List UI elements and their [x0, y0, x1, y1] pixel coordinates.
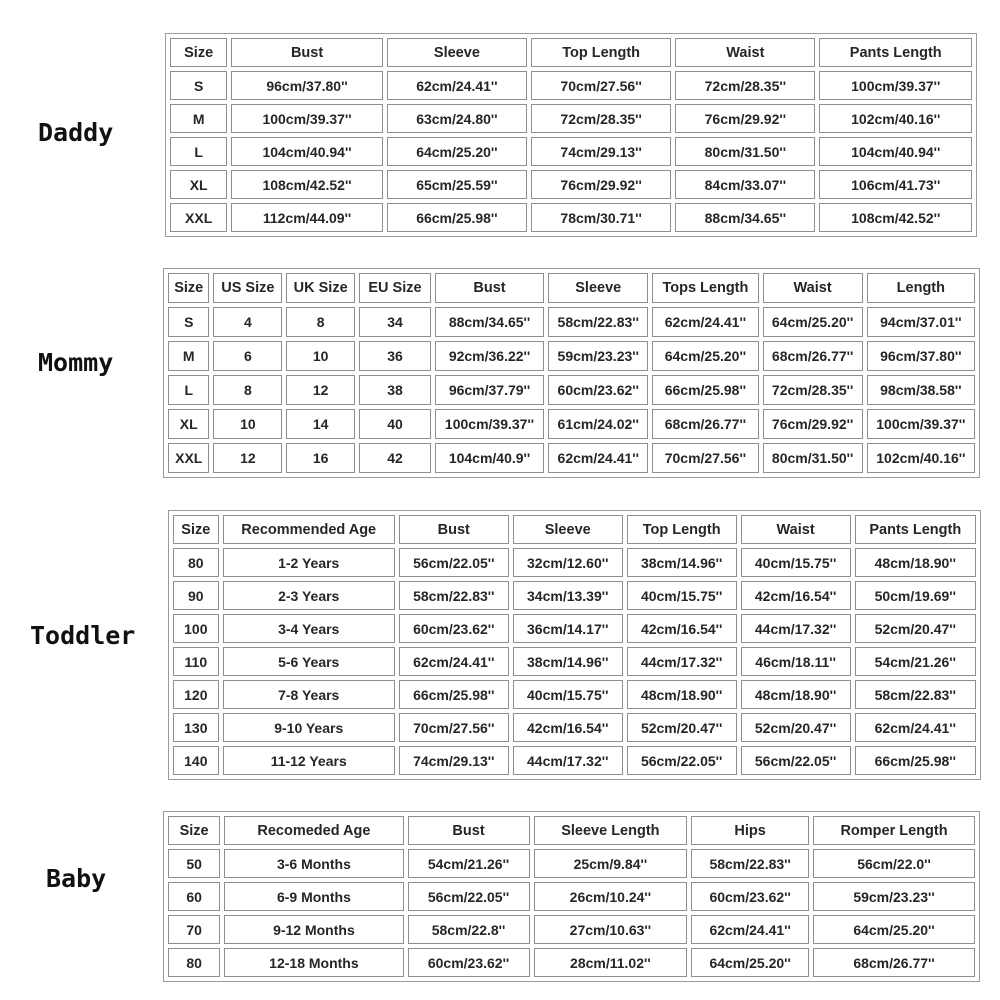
table-cell: 92cm/36.22'' — [435, 341, 544, 371]
baby-label: Baby — [46, 864, 107, 893]
table-cell: 88cm/34.65'' — [675, 203, 815, 232]
table-cell: 10 — [286, 341, 355, 371]
table-cell: 58cm/22.8'' — [408, 915, 530, 944]
table-cell: 48cm/18.90'' — [627, 680, 737, 709]
table-cell: 96cm/37.80'' — [231, 71, 382, 100]
table-row — [170, 71, 972, 100]
table-cell: 34cm/13.39'' — [513, 581, 623, 610]
table-cell: 110 — [173, 647, 219, 676]
column-header: Sleeve Length — [534, 816, 688, 845]
table-cell: 32cm/12.60'' — [513, 548, 623, 577]
table-cell: 74cm/29.13'' — [399, 746, 509, 775]
table-row — [170, 137, 972, 166]
table-cell: 42cm/16.54'' — [741, 581, 851, 610]
table-cell: 12-18 Months — [224, 948, 403, 977]
table-cell: 80cm/31.50'' — [675, 137, 815, 166]
column-header: Waist — [741, 515, 851, 544]
table-cell: 58cm/22.83'' — [399, 581, 509, 610]
table-cell: 48cm/18.90'' — [741, 680, 851, 709]
table-cell: 104cm/40.94'' — [819, 137, 972, 166]
table-cell: 44cm/17.32'' — [513, 746, 623, 775]
table-cell: 100cm/39.37'' — [231, 104, 382, 133]
table-cell: 98cm/38.58'' — [867, 375, 975, 405]
table-cell: 59cm/23.23'' — [548, 341, 648, 371]
table-cell: 62cm/24.41'' — [691, 915, 809, 944]
table-cell: 84cm/33.07'' — [675, 170, 815, 199]
table-cell: 5-6 Years — [223, 647, 395, 676]
table-cell: 64cm/25.20'' — [652, 341, 758, 371]
table-cell: 6-9 Months — [224, 882, 403, 911]
table-cell: 62cm/24.41'' — [548, 443, 648, 473]
table-cell: 72cm/28.35'' — [675, 71, 815, 100]
table-cell: 102cm/40.16'' — [819, 104, 972, 133]
table-row — [168, 341, 975, 371]
table-cell: 38cm/14.96'' — [513, 647, 623, 676]
table-cell: 96cm/37.79'' — [435, 375, 544, 405]
table-cell: 60cm/23.62'' — [691, 882, 809, 911]
table-cell: 46cm/18.11'' — [741, 647, 851, 676]
table-cell: 58cm/22.83'' — [691, 849, 809, 878]
table-cell: 25cm/9.84'' — [534, 849, 688, 878]
table-cell: 90 — [173, 581, 219, 610]
table-cell: 8 — [286, 307, 355, 337]
table-cell: 66cm/25.98'' — [387, 203, 527, 232]
table-header-row — [168, 273, 975, 303]
table-cell: 14 — [286, 409, 355, 439]
table-cell: 1-2 Years — [223, 548, 395, 577]
column-header: Sleeve — [513, 515, 623, 544]
column-header: Waist — [675, 38, 815, 67]
table-cell: 9-10 Years — [223, 713, 395, 742]
table-row — [170, 104, 972, 133]
table-cell: 88cm/34.65'' — [435, 307, 544, 337]
table-cell: 40cm/15.75'' — [513, 680, 623, 709]
table-cell: 100cm/39.37'' — [867, 409, 975, 439]
column-header: Waist — [763, 273, 863, 303]
table-cell: 106cm/41.73'' — [819, 170, 972, 199]
table-row — [173, 647, 976, 676]
column-header: UK Size — [286, 273, 355, 303]
table-cell: 38 — [359, 375, 431, 405]
table-cell: 94cm/37.01'' — [867, 307, 975, 337]
table-cell: 74cm/29.13'' — [531, 137, 671, 166]
table-cell: 34 — [359, 307, 431, 337]
column-header: Bust — [399, 515, 509, 544]
column-header: Tops Length — [652, 273, 758, 303]
table-cell: 56cm/22.0'' — [813, 849, 975, 878]
table-cell: 11-12 Years — [223, 746, 395, 775]
table-cell: 50cm/19.69'' — [855, 581, 976, 610]
table-cell: 76cm/29.92'' — [763, 409, 863, 439]
table-cell: 62cm/24.41'' — [652, 307, 758, 337]
table-cell: 54cm/21.26'' — [855, 647, 976, 676]
table-cell: 64cm/25.20'' — [813, 915, 975, 944]
table-cell: 2-3 Years — [223, 581, 395, 610]
daddy-size-table — [165, 33, 977, 237]
table-cell: 8 — [213, 375, 282, 405]
column-header: Top Length — [627, 515, 737, 544]
table-row — [170, 170, 972, 199]
column-header: US Size — [213, 273, 282, 303]
table-cell: 12 — [286, 375, 355, 405]
table-cell: 70cm/27.56'' — [652, 443, 758, 473]
column-header: Romper Length — [813, 816, 975, 845]
table-cell: 58cm/22.83'' — [548, 307, 648, 337]
table-cell: 54cm/21.26'' — [408, 849, 530, 878]
table-cell: S — [170, 71, 227, 100]
table-row — [168, 948, 975, 977]
table-cell: 3-6 Months — [224, 849, 403, 878]
table-cell: 59cm/23.23'' — [813, 882, 975, 911]
table-cell: 102cm/40.16'' — [867, 443, 975, 473]
table-cell: 62cm/24.41'' — [387, 71, 527, 100]
table-cell: 62cm/24.41'' — [399, 647, 509, 676]
table-cell: 16 — [286, 443, 355, 473]
table-cell: 65cm/25.59'' — [387, 170, 527, 199]
table-row — [168, 849, 975, 878]
table-cell: 100cm/39.37'' — [819, 71, 972, 100]
column-header: Bust — [435, 273, 544, 303]
column-header: Size — [173, 515, 219, 544]
table-cell: 104cm/40.94'' — [231, 137, 382, 166]
table-cell: 4 — [213, 307, 282, 337]
table-cell: 28cm/11.02'' — [534, 948, 688, 977]
table-cell: 60 — [168, 882, 220, 911]
table-cell: 9-12 Months — [224, 915, 403, 944]
mommy-size-table — [163, 268, 980, 478]
table-cell: 72cm/28.35'' — [763, 375, 863, 405]
table-cell: 48cm/18.90'' — [855, 548, 976, 577]
table-cell: 96cm/37.80'' — [867, 341, 975, 371]
table-cell: 100cm/39.37'' — [435, 409, 544, 439]
table-cell: 44cm/17.32'' — [741, 614, 851, 643]
table-cell: 66cm/25.98'' — [399, 680, 509, 709]
table-header-row — [168, 816, 975, 845]
table-cell: L — [170, 137, 227, 166]
table-row — [173, 581, 976, 610]
column-header: Size — [168, 816, 220, 845]
table-cell: 68cm/26.77'' — [652, 409, 758, 439]
column-header: Size — [170, 38, 227, 67]
table-cell: 76cm/29.92'' — [675, 104, 815, 133]
table-cell: 36cm/14.17'' — [513, 614, 623, 643]
table-cell: L — [168, 375, 209, 405]
table-cell: 60cm/23.62'' — [399, 614, 509, 643]
table-cell: 140 — [173, 746, 219, 775]
column-header: Top Length — [531, 38, 671, 67]
table-row — [168, 375, 975, 405]
table-cell: 63cm/24.80'' — [387, 104, 527, 133]
toddler-size-table — [168, 510, 981, 780]
table-cell: 44cm/17.32'' — [627, 647, 737, 676]
table-header-row — [173, 515, 976, 544]
table-cell: 6 — [213, 341, 282, 371]
column-header: Length — [867, 273, 975, 303]
table-cell: 68cm/26.77'' — [763, 341, 863, 371]
table-cell: S — [168, 307, 209, 337]
toddler-label: Toddler — [30, 621, 136, 650]
table-cell: XXL — [168, 443, 209, 473]
column-header: EU Size — [359, 273, 431, 303]
table-cell: 3-4 Years — [223, 614, 395, 643]
table-cell: 38cm/14.96'' — [627, 548, 737, 577]
table-cell: 80 — [168, 948, 220, 977]
table-row — [173, 680, 976, 709]
daddy-label: Daddy — [38, 118, 114, 147]
column-header: Bust — [408, 816, 530, 845]
column-header: Bust — [231, 38, 382, 67]
column-header: Recommended Age — [223, 515, 395, 544]
column-header: Hips — [691, 816, 809, 845]
table-cell: 120 — [173, 680, 219, 709]
column-header: Sleeve — [548, 273, 648, 303]
table-header-row — [170, 38, 972, 67]
table-cell: 42cm/16.54'' — [513, 713, 623, 742]
table-row — [168, 915, 975, 944]
table-cell: 64cm/25.20'' — [387, 137, 527, 166]
table-cell: 52cm/20.47'' — [627, 713, 737, 742]
table-cell: M — [168, 341, 209, 371]
table-cell: XL — [170, 170, 227, 199]
table-cell: 26cm/10.24'' — [534, 882, 688, 911]
table-cell: 52cm/20.47'' — [855, 614, 976, 643]
table-cell: M — [170, 104, 227, 133]
baby-size-table — [163, 811, 980, 982]
table-cell: XL — [168, 409, 209, 439]
table-cell: XXL — [170, 203, 227, 232]
table-cell: 56cm/22.05'' — [627, 746, 737, 775]
table-cell: 50 — [168, 849, 220, 878]
table-row — [170, 203, 972, 232]
column-header: Size — [168, 273, 209, 303]
table-cell: 108cm/42.52'' — [819, 203, 972, 232]
table-row — [173, 614, 976, 643]
table-cell: 64cm/25.20'' — [691, 948, 809, 977]
table-cell: 68cm/26.77'' — [813, 948, 975, 977]
table-cell: 60cm/23.62'' — [548, 375, 648, 405]
table-cell: 70 — [168, 915, 220, 944]
table-cell: 58cm/22.83'' — [855, 680, 976, 709]
table-row — [168, 882, 975, 911]
table-cell: 7-8 Years — [223, 680, 395, 709]
table-cell: 56cm/22.05'' — [741, 746, 851, 775]
table-cell: 100 — [173, 614, 219, 643]
table-cell: 56cm/22.05'' — [399, 548, 509, 577]
table-cell: 112cm/44.09'' — [231, 203, 382, 232]
table-cell: 130 — [173, 713, 219, 742]
table-cell: 52cm/20.47'' — [741, 713, 851, 742]
table-row — [168, 307, 975, 337]
table-cell: 42 — [359, 443, 431, 473]
table-cell: 36 — [359, 341, 431, 371]
column-header: Recomeded Age — [224, 816, 403, 845]
table-cell: 80cm/31.50'' — [763, 443, 863, 473]
table-cell: 10 — [213, 409, 282, 439]
table-cell: 76cm/29.92'' — [531, 170, 671, 199]
column-header: Pants Length — [855, 515, 976, 544]
table-cell: 60cm/23.62'' — [408, 948, 530, 977]
table-cell: 12 — [213, 443, 282, 473]
table-row — [173, 713, 976, 742]
table-cell: 61cm/24.02'' — [548, 409, 648, 439]
table-cell: 42cm/16.54'' — [627, 614, 737, 643]
table-cell: 40cm/15.75'' — [741, 548, 851, 577]
table-cell: 104cm/40.9'' — [435, 443, 544, 473]
column-header: Sleeve — [387, 38, 527, 67]
table-cell: 62cm/24.41'' — [855, 713, 976, 742]
table-cell: 70cm/27.56'' — [531, 71, 671, 100]
table-cell: 108cm/42.52'' — [231, 170, 382, 199]
column-header: Pants Length — [819, 38, 972, 67]
table-cell: 56cm/22.05'' — [408, 882, 530, 911]
mommy-label: Mommy — [38, 348, 114, 377]
table-cell: 72cm/28.35'' — [531, 104, 671, 133]
table-cell: 70cm/27.56'' — [399, 713, 509, 742]
table-row — [168, 409, 975, 439]
table-cell: 27cm/10.63'' — [534, 915, 688, 944]
table-cell: 80 — [173, 548, 219, 577]
table-row — [168, 443, 975, 473]
table-cell: 78cm/30.71'' — [531, 203, 671, 232]
table-cell: 64cm/25.20'' — [763, 307, 863, 337]
table-cell: 66cm/25.98'' — [652, 375, 758, 405]
table-row — [173, 548, 976, 577]
table-cell: 40cm/15.75'' — [627, 581, 737, 610]
table-row — [173, 746, 976, 775]
table-cell: 66cm/25.98'' — [855, 746, 976, 775]
table-cell: 40 — [359, 409, 431, 439]
